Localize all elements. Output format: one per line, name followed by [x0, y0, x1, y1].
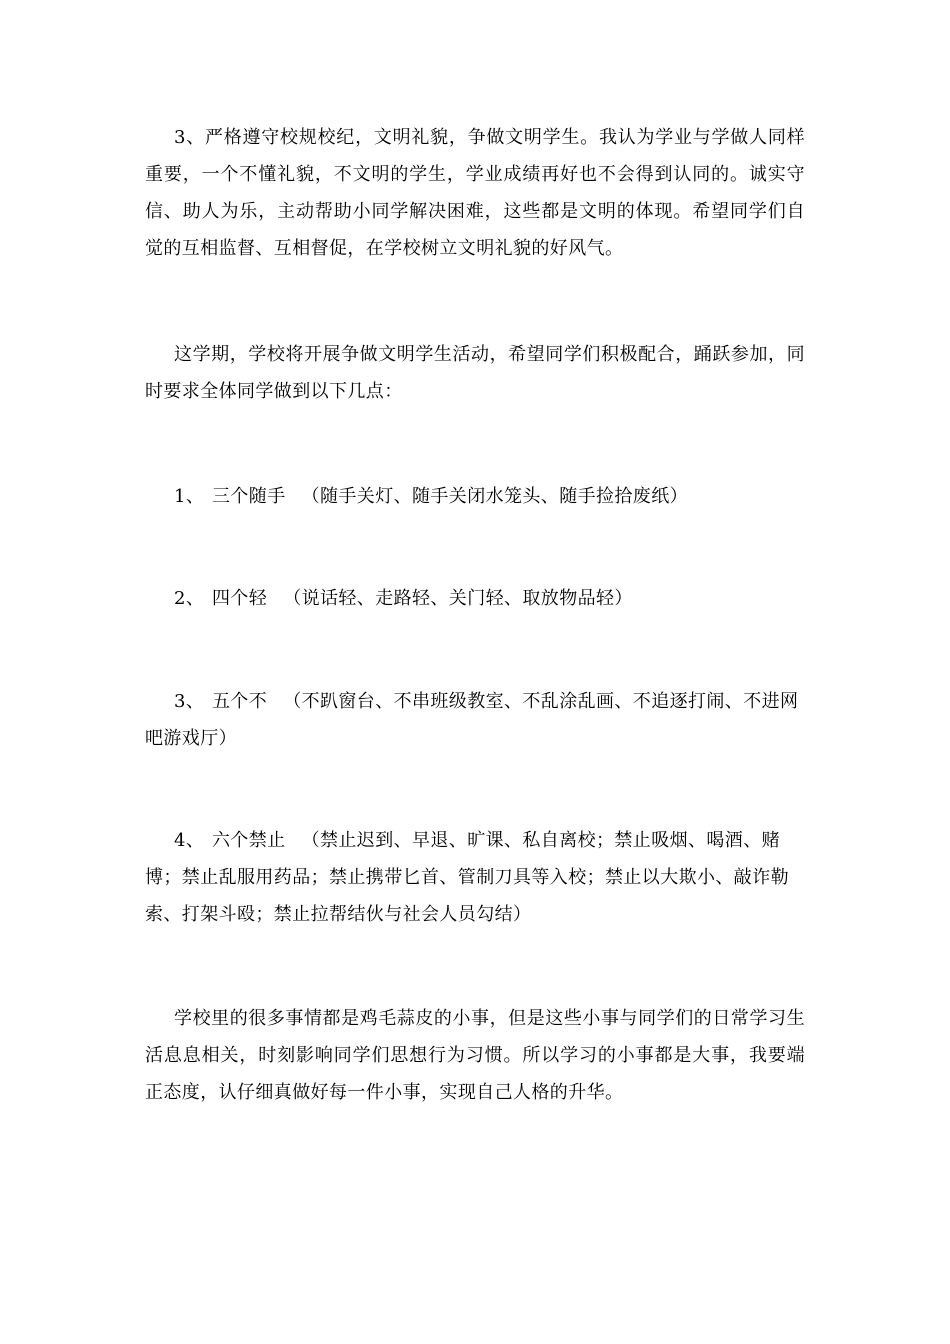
list-item-heading: 三个随手 [212, 486, 286, 507]
list-item-three-habits [145, 478, 805, 515]
list-item-detail: （随手关灯、随手关闭水笼头、随手捡拾废纸） [301, 486, 689, 507]
list-item-five-donts [145, 683, 805, 757]
list-item-heading: 四个轻 [212, 588, 268, 609]
paragraph-conclusion: 学校里的很多事情都是鸡毛蒜皮的小事，但是这些小事与同学们的日常学习生活息息相关，时刻影响同学们思想行为习惯。所以学习的小事都是大事，我要端正态度，认仔细真做好每一件小事，实现自己人格的升华。 [145, 1008, 805, 1103]
list-item-number: 3、 [174, 691, 205, 712]
list-item-number: 2、 [174, 588, 205, 609]
list-item-number: 1、 [174, 486, 205, 507]
list-item-four-quiet [145, 580, 805, 617]
list-item-heading: 五个不 [212, 691, 268, 712]
paragraph-activity-intro: 这学期，学校将开展争做文明学生活动，希望同学们积极配合，踊跃参加，同时要求全体同学做到以下几点： [145, 344, 805, 402]
list-item-detail: （说话轻、走路轻、关门轻、取放物品轻） [283, 588, 633, 609]
list-item-number: 4、 [174, 830, 205, 851]
list-item-detail: （禁止迟到、早退、旷课、私自离校；禁止吸烟、喝酒、赌博；禁止乱服用药品；禁止携带匕首、管制刀具等入校；禁止以大欺小、敲诈勒索、打架斗殴；禁止拉帮结伙与社会人员勾结） [145, 830, 789, 925]
paragraph-rules: 3、严格遵守校规校纪，文明礼貌，争做文明学生。我认为学业与学做人同样重要，一个不懂礼貌，不文明的学生，学业成绩再好也不会得到认同的。诚实守信、助人为乐，主动帮助小同学解决困难，这些都是文明的体现。希望同学们自觉的互相监督、互相督促，在学校树立文明礼貌的好风气。 [145, 127, 805, 259]
list-item-heading: 六个禁止 [212, 830, 286, 851]
list-item-six-prohibitions [145, 822, 805, 933]
list-item-detail: （不趴窗台、不串班级教室、不乱涂乱画、不追逐打闹、不进网吧游戏厅） [145, 691, 799, 749]
